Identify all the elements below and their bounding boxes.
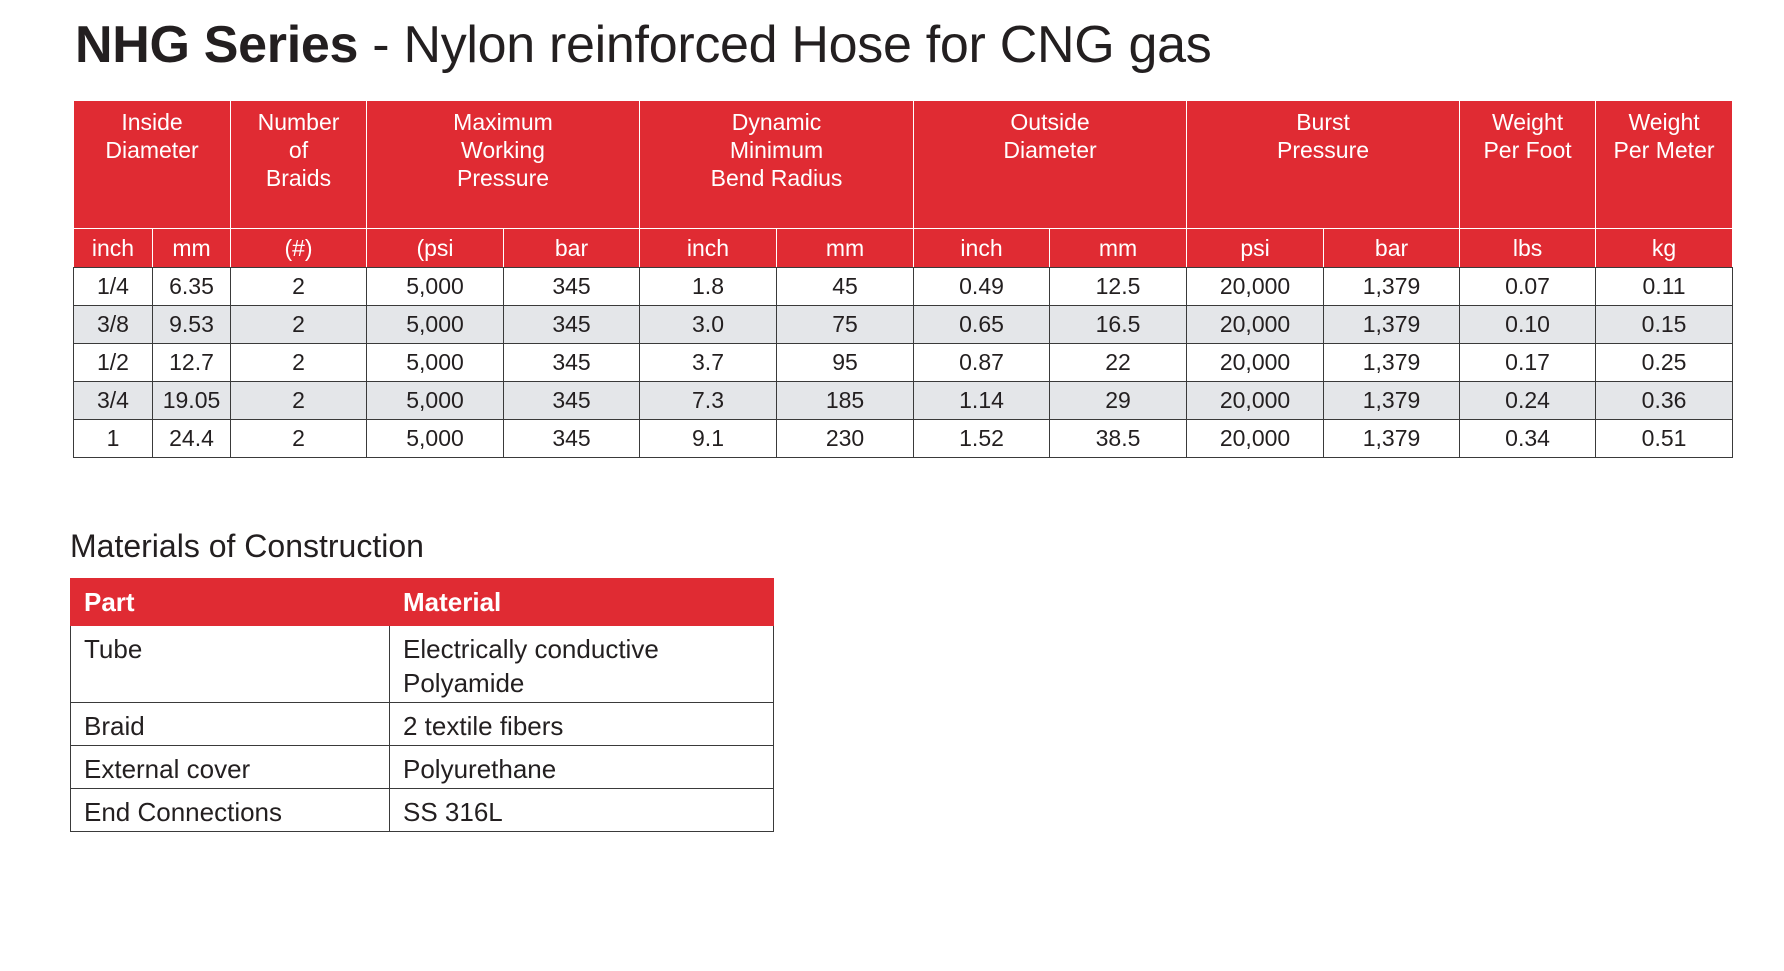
material-cell: 2 textile fibers bbox=[390, 703, 774, 746]
material-cell: SS 316L bbox=[390, 789, 774, 832]
unit-cell: lbs bbox=[1460, 229, 1596, 268]
table-cell: 345 bbox=[504, 344, 640, 382]
table-cell: 2 bbox=[231, 344, 367, 382]
table-row bbox=[74, 344, 1733, 382]
title-series: NHG Series bbox=[75, 16, 359, 74]
table-cell: 1.14 bbox=[914, 382, 1050, 420]
table-cell: 345 bbox=[504, 382, 640, 420]
unit-cell: (#) bbox=[231, 229, 367, 268]
table-cell: 1 bbox=[74, 420, 153, 458]
part-cell: End Connections bbox=[71, 789, 390, 832]
specifications-table bbox=[73, 100, 1733, 458]
materials-table bbox=[70, 578, 774, 832]
table-cell: 0.36 bbox=[1596, 382, 1733, 420]
table-cell: 345 bbox=[504, 306, 640, 344]
table-cell: 5,000 bbox=[367, 268, 504, 306]
table-cell: 9.53 bbox=[153, 306, 231, 344]
table-cell: 0.15 bbox=[1596, 306, 1733, 344]
table-cell: 0.65 bbox=[914, 306, 1050, 344]
unit-cell: inch bbox=[74, 229, 153, 268]
header-part: Part bbox=[71, 579, 390, 626]
table-row bbox=[74, 382, 1733, 420]
group-header-row bbox=[74, 101, 1733, 229]
table-cell: 24.4 bbox=[153, 420, 231, 458]
unit-cell: kg bbox=[1596, 229, 1733, 268]
table-cell: 45 bbox=[777, 268, 914, 306]
table-cell: 3/8 bbox=[74, 306, 153, 344]
unit-cell: bar bbox=[1324, 229, 1460, 268]
materials-heading: Materials of Construction bbox=[70, 528, 424, 564]
table-row bbox=[74, 306, 1733, 344]
part-cell: Tube bbox=[71, 626, 390, 703]
table-cell: 20,000 bbox=[1187, 344, 1324, 382]
table-cell: 9.1 bbox=[640, 420, 777, 458]
unit-cell: inch bbox=[640, 229, 777, 268]
header-weight-per-foot: Weight Per Foot bbox=[1460, 101, 1596, 229]
table-cell: 1.8 bbox=[640, 268, 777, 306]
header-inside-diameter: Inside Diameter bbox=[74, 101, 231, 229]
header-number-of-braids: Number of Braids bbox=[231, 101, 367, 229]
table-cell: 75 bbox=[777, 306, 914, 344]
table-cell: 1,379 bbox=[1324, 344, 1460, 382]
table-cell: 185 bbox=[777, 382, 914, 420]
part-cell: Braid bbox=[71, 703, 390, 746]
table-cell: 1.52 bbox=[914, 420, 1050, 458]
table-cell: 2 bbox=[231, 268, 367, 306]
header-max-working-pressure: Maximum Working Pressure bbox=[367, 101, 640, 229]
specifications-body bbox=[74, 268, 1733, 458]
table-cell: 0.51 bbox=[1596, 420, 1733, 458]
table-cell: 20,000 bbox=[1187, 268, 1324, 306]
materials-row bbox=[71, 703, 774, 746]
unit-cell: mm bbox=[153, 229, 231, 268]
table-cell: 5,000 bbox=[367, 420, 504, 458]
table-cell: 1/2 bbox=[74, 344, 153, 382]
table-cell: 5,000 bbox=[367, 344, 504, 382]
table-cell: 95 bbox=[777, 344, 914, 382]
table-cell: 7.3 bbox=[640, 382, 777, 420]
table-cell: 1,379 bbox=[1324, 420, 1460, 458]
header-outside-diameter: Outside Diameter bbox=[914, 101, 1187, 229]
table-cell: 16.5 bbox=[1050, 306, 1187, 344]
table-cell: 0.17 bbox=[1460, 344, 1596, 382]
table-row bbox=[74, 268, 1733, 306]
material-cell: Electrically conductive Polyamide bbox=[390, 626, 774, 703]
materials-body bbox=[71, 626, 774, 832]
part-cell: External cover bbox=[71, 746, 390, 789]
materials-row bbox=[71, 746, 774, 789]
table-cell: 1/4 bbox=[74, 268, 153, 306]
table-cell: 20,000 bbox=[1187, 382, 1324, 420]
unit-cell: mm bbox=[777, 229, 914, 268]
table-cell: 0.34 bbox=[1460, 420, 1596, 458]
table-cell: 5,000 bbox=[367, 306, 504, 344]
table-cell: 22 bbox=[1050, 344, 1187, 382]
table-cell: 0.25 bbox=[1596, 344, 1733, 382]
table-cell: 20,000 bbox=[1187, 306, 1324, 344]
table-cell: 2 bbox=[231, 420, 367, 458]
material-cell: Polyurethane bbox=[390, 746, 774, 789]
title-description: Nylon reinforced Hose for CNG gas bbox=[403, 16, 1212, 74]
unit-cell: bar bbox=[504, 229, 640, 268]
header-burst-pressure: Burst Pressure bbox=[1187, 101, 1460, 229]
table-cell: 3.0 bbox=[640, 306, 777, 344]
table-cell: 1,379 bbox=[1324, 268, 1460, 306]
table-cell: 0.11 bbox=[1596, 268, 1733, 306]
table-cell: 5,000 bbox=[367, 382, 504, 420]
page-title bbox=[75, 14, 1211, 76]
table-cell: 3/4 bbox=[74, 382, 153, 420]
table-cell: 0.87 bbox=[914, 344, 1050, 382]
table-cell: 1,379 bbox=[1324, 306, 1460, 344]
table-cell: 0.10 bbox=[1460, 306, 1596, 344]
unit-cell: (psi bbox=[367, 229, 504, 268]
unit-cell: inch bbox=[914, 229, 1050, 268]
unit-cell: mm bbox=[1050, 229, 1187, 268]
table-cell: 12.7 bbox=[153, 344, 231, 382]
table-cell: 0.49 bbox=[914, 268, 1050, 306]
table-cell: 0.07 bbox=[1460, 268, 1596, 306]
unit-header-row bbox=[74, 229, 1733, 268]
table-cell: 12.5 bbox=[1050, 268, 1187, 306]
table-cell: 345 bbox=[504, 420, 640, 458]
materials-row bbox=[71, 626, 774, 703]
table-cell: 2 bbox=[231, 306, 367, 344]
unit-cell: psi bbox=[1187, 229, 1324, 268]
table-cell: 6.35 bbox=[153, 268, 231, 306]
table-cell: 0.24 bbox=[1460, 382, 1596, 420]
header-bend-radius: Dynamic Minimum Bend Radius bbox=[640, 101, 914, 229]
materials-header-row bbox=[71, 579, 774, 626]
table-cell: 345 bbox=[504, 268, 640, 306]
table-cell: 2 bbox=[231, 382, 367, 420]
table-cell: 19.05 bbox=[153, 382, 231, 420]
table-cell: 3.7 bbox=[640, 344, 777, 382]
table-cell: 29 bbox=[1050, 382, 1187, 420]
header-weight-per-meter: Weight Per Meter bbox=[1596, 101, 1733, 229]
table-cell: 230 bbox=[777, 420, 914, 458]
table-row bbox=[74, 420, 1733, 458]
materials-row bbox=[71, 789, 774, 832]
table-cell: 1,379 bbox=[1324, 382, 1460, 420]
title-separator: - bbox=[358, 16, 404, 74]
table-cell: 20,000 bbox=[1187, 420, 1324, 458]
header-material: Material bbox=[390, 579, 774, 626]
table-cell: 38.5 bbox=[1050, 420, 1187, 458]
